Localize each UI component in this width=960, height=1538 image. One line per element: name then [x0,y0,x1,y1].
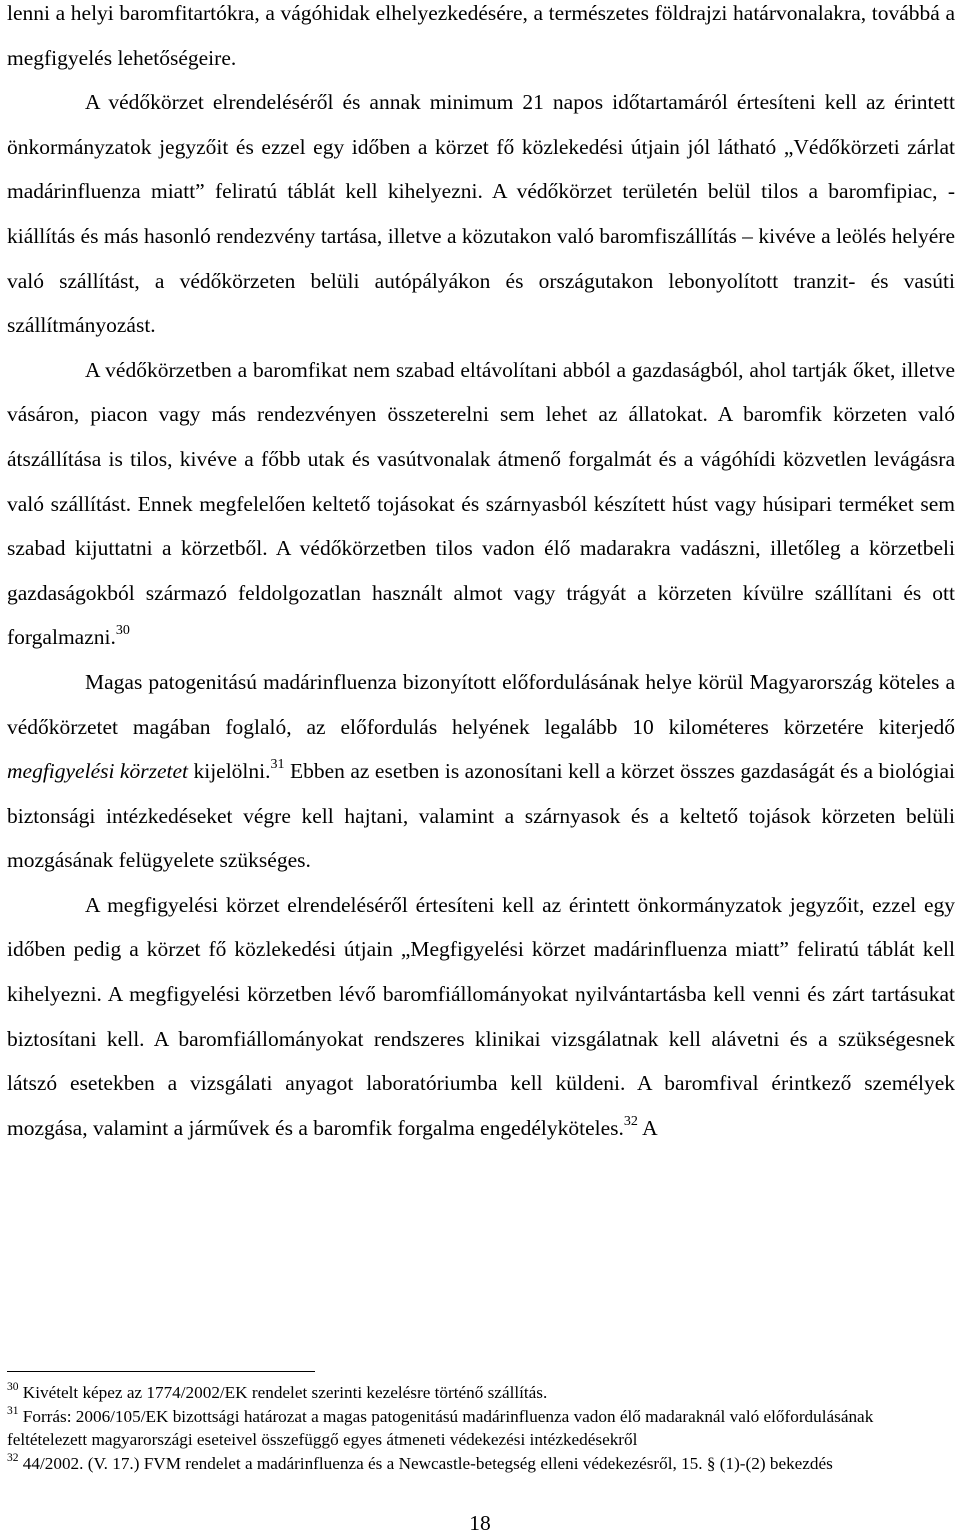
body-text [7,0,955,1150]
page-number: 18 [469,1511,491,1535]
footnote-32 [7,1452,955,1476]
footnote-30 [7,1381,955,1405]
footnote-number: 31 [7,1404,19,1417]
footnote-ref-30[interactable]: 30 [115,623,130,639]
footnotes [7,1381,955,1475]
footnote-ref-32[interactable]: 32 [623,1113,638,1129]
paragraph-continuation: lenni a helyi baromfitartókra, a vágóhidak elhelyezkedésére, a természetes földrajzi határvonalakra, továbbá a megfigyelés lehetőségeire. [7,1,955,70]
paragraph-text: kijelölni. [188,759,271,784]
footnote-separator [7,1371,315,1372]
footnote-text: Kivételt képez az 1774/2002/EK rendelet szerinti kezelésre történő szállítás. [18,1383,548,1402]
footnote-ref-31[interactable]: 31 [270,756,285,772]
paragraph-text: A [637,1115,658,1140]
emphasized-term: megfigyelési körzetet [7,759,188,784]
paragraph-text: A védőkörzetben a baromfikat nem szabad eltávolítani abból a gazdaságból, ahol tartják őket, illetve vásáron, piacon vagy más rendezvényen összeterelni sem lehet az állatokat. A baromfik körzeten való átszállítása is tilos, kivéve a főbb utak és vasútvonalak átmenő forgalmát és a vágóhídi közvetlen levágásra való szállítást. Ennek megfelelően keltető tojásokat és szárnyasból készített húst vagy húsipari terméket sem szabad kijuttatni a körzetből. A védőkörzetben tilos vadon élő madarakra vadászni, illetőleg a körzetbeli gazdaságokból származó feldolgozatlan használt almot vagy trágyát a körzeten kívülre szállítani és ott forgalmazni. [7,357,955,650]
paragraph-vedokorzet-tilalmak [7,348,955,660]
document-page [7,0,955,1150]
paragraph-megfigyelesi-ertesites [7,883,955,1151]
paragraph-text: A megfigyelési körzet elrendeléséről értesíteni kell az érintett önkormányzatok jegyzőit, ezzel egy időben pedig a körzet fő közlekedési útjain „Megfigyelési körzet madárinfluenza miatt” feliratú táblát kell kihelyezni. A megfigyelési körzetben lévő baromfiállományokat nyilvántartásba kell venni és zárt tartásukat biztosítani kell. A baromfiállományokat rendszeres klinikai vizsgálatnak kell alávetni és a szükségesnek látszó esetekben a vizsgálati anyagot laboratóriumba kell küldeni. A baromfival érintkező személyek mozgása, valamint a járművek és a baromfik forgalma engedélyköteles. [7,892,955,1140]
footnote-text: 44/2002. (V. 17.) FVM rendelet a madárinfluenza és a Newcastle-betegség elleni védekezésről, 15. § (1)-(2) bekezdés [18,1453,833,1473]
paragraph-vedokorzet-elrendeles: A védőkörzet elrendeléséről és annak minimum 21 napos időtartamáról értesíteni kell az érintett önkormányzatok jegyzőit és ezzel egy időben a körzet fő közlekedési útjain jól látható „Védőkörzeti zárlat madárinfluenza miatt” feliratú táblát kell kihelyezni. A védőkörzet területén belül tilos a baromfipiac, -kiállítás és más hasonló rendezvény tartása, illetve a közutakon való baromfiszállítás – kivéve a leölés helyére való szállítást, a védőkörzeten belüli autópályákon és országutakon lebonyolított tranzit- és vasúti szállítmányozást. [7,90,955,338]
paragraph-text: Ebben az esetben is azonosítani kell a körzet összes gazdaságát és a biológiai biztonsági intézkedéseket végre kell hajtani, valamint a szárnyasok és a keltető tojások körzeten belüli mozgásának felügyelete szükséges. [7,759,955,873]
paragraph-text: Magas patogenitású madárinfluenza bizonyított előfordulásának helye körül Magyarország köteles a védőkörzetet magában foglaló, az előfordulás helyének legalább 10 kilométeres körzetére kiterjedő [7,669,955,739]
footnote-text: Forrás: 2006/105/EK bizottsági határozat a magas patogenitású madárinfluenza vadon élő madaraknál való előfordulásának feltételezett magyarországi eseteivel összefüggő egyes átmeneti védekezési intézkedésekről [7,1406,874,1449]
footnote-number: 30 [7,1381,19,1394]
footnote-number: 32 [7,1451,19,1464]
paragraph-megfigyelesi-korzet [7,660,955,883]
footnote-31 [7,1405,955,1452]
